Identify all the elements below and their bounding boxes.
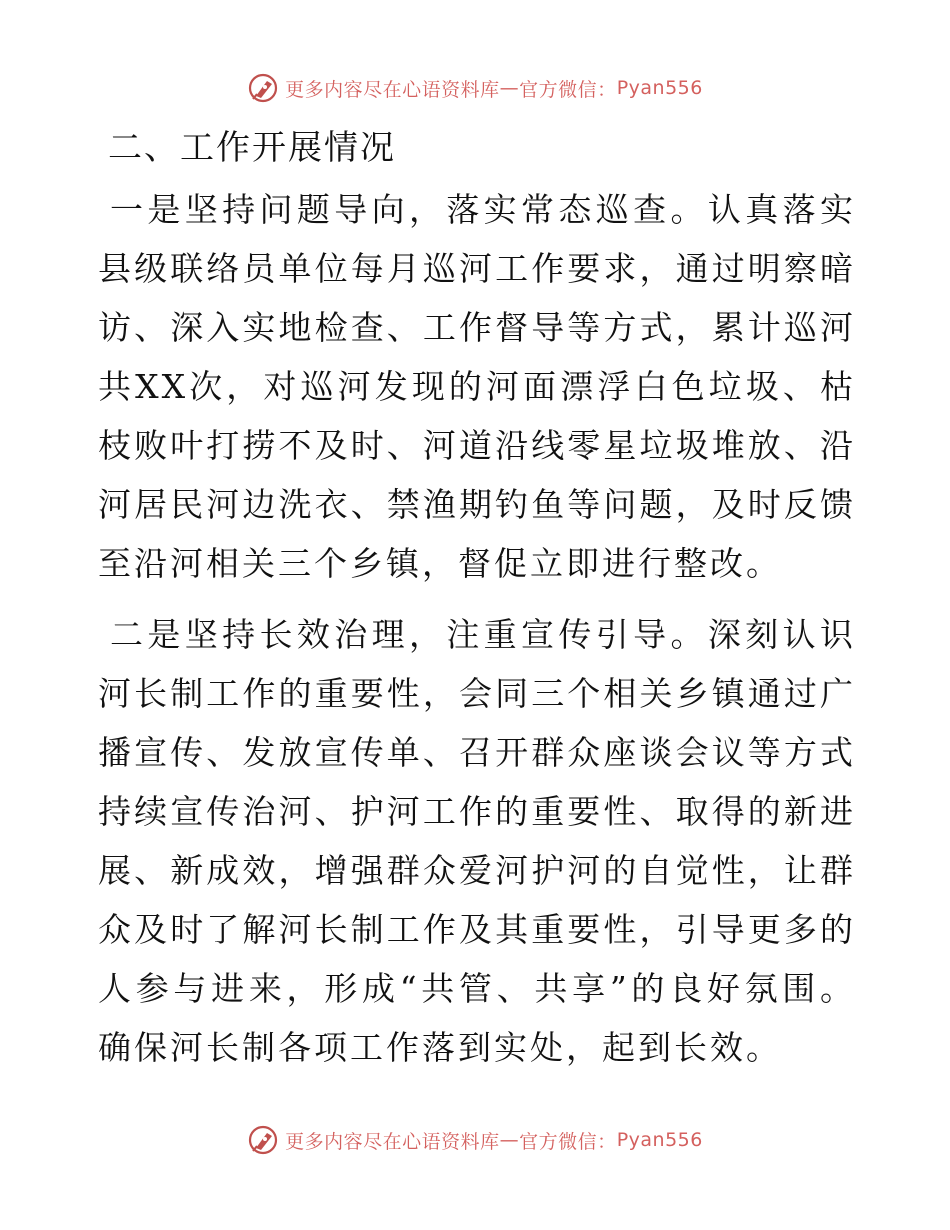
footer-watermark [0, 1124, 950, 1156]
pen-nib-circle-icon [247, 72, 279, 104]
watermark-wechat-id: Pyan556 [616, 77, 703, 99]
watermark-dash: — [499, 77, 520, 99]
watermark-text: 更多内容尽在心语资料库 [285, 1130, 500, 1153]
pen-nib-circle-icon [247, 1124, 279, 1156]
watermark-official-label: 官方微信： [519, 78, 617, 101]
paragraph-1: 一是坚持问题导向，落实常态巡查。认真落实县级联络员单位每月巡河工作要求，通过明察暗访、深入实地检查、工作督导等方式，累计巡河共XX次，对巡河发现的河面漂浮白色垃圾、枯枝败叶打捞不及时、河道沿线零星垃圾堆放、沿河居民河边洗衣、禁渔期钓鱼等问题，及时反馈至沿河相关三个乡镇，督促立即进行整改。 [98, 190, 856, 583]
document-body [98, 122, 856, 1089]
watermark-dash: — [499, 1129, 520, 1151]
watermark-text: 更多内容尽在心语资料库 [285, 78, 500, 101]
paragraph-2: 二是坚持长效治理，注重宣传引导。深刻认识河长制工作的重要性，会同三个相关乡镇通过广播宣传、发放宣传单、召开群众座谈会议等方式持续宣传治河、护河工作的重要性、取得的新进展、新成效，增强群众爱河护河的自觉性，让群众及时了解河长制工作及其重要性，引导更多的人参与进来，形成“共管、共享”的良好氛围。确保河长制各项工作落到实处，起到长效。 [98, 615, 856, 1067]
watermark-official-label: 官方微信： [519, 1130, 617, 1153]
section-heading: 二、工作开展情况 [108, 128, 396, 168]
watermark-wechat-id: Pyan556 [616, 1129, 703, 1151]
header-watermark [0, 72, 950, 104]
